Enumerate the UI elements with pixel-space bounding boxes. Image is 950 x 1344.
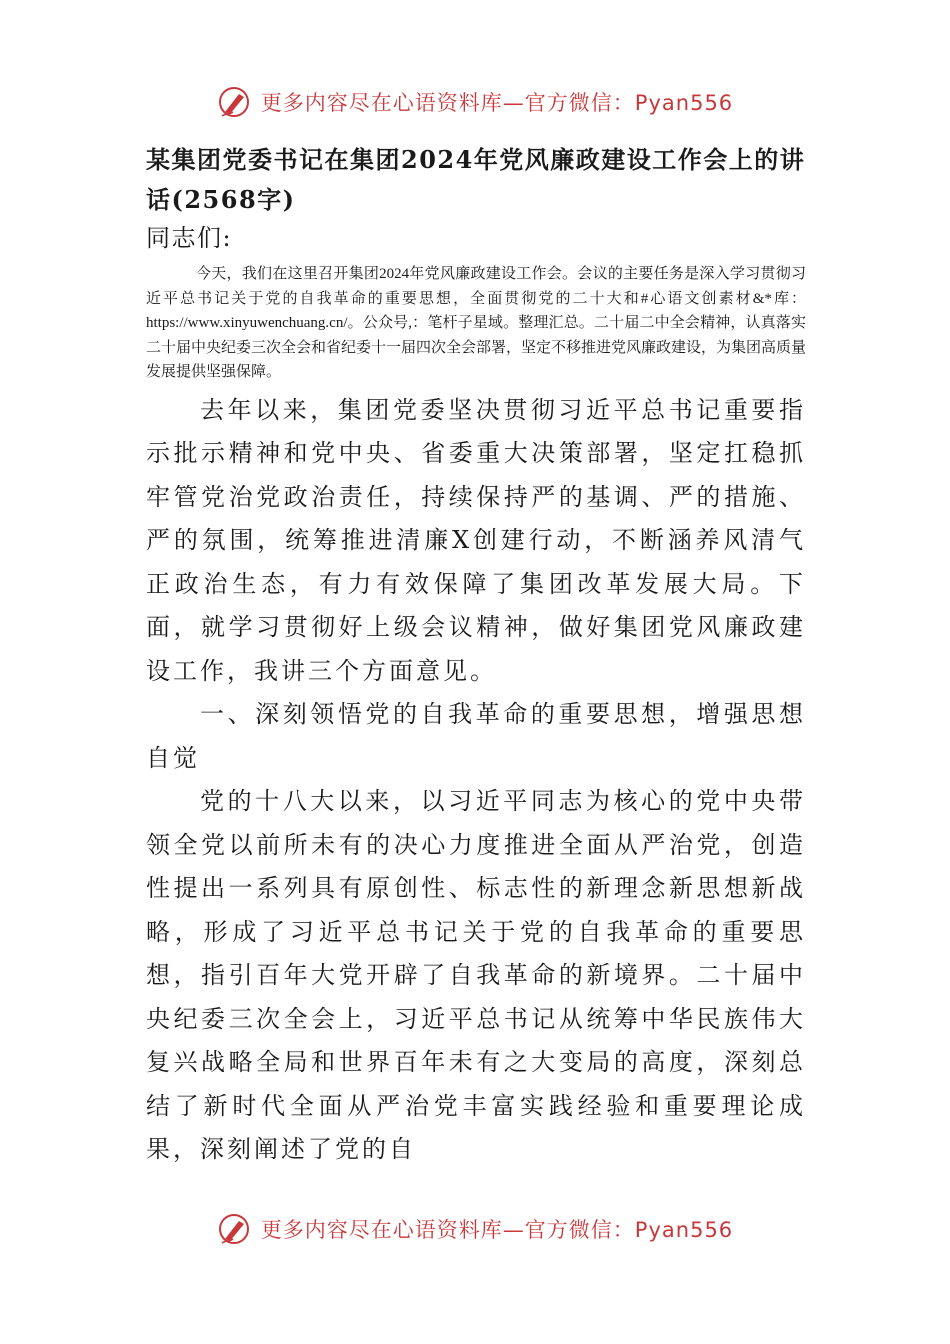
header-watermark-banner	[0, 80, 950, 124]
document-body	[146, 140, 806, 1172]
header-watermark-text: 更多内容尽在心语资料库—官方微信：Pyan556	[260, 91, 734, 115]
intro-paragraph: 今天，我们在这里召开集团2024年党风廉政建设工作会。会议的主要任务是深入学习贯彻习近平总书记关于党的自我革命的重要思想，全面贯彻党的二十大和#心语文创素材&*库：https://www.xinyuwenchuang.cn/。公众号,：笔杆子星域。整理汇总。二十届二中全会精神，认真落实二十届中央纪委三次全会和省纪委十一届四次全会部署，坚定不移推进党风廉政建设，为集团高质量发展提供坚强保障。	[146, 266, 807, 380]
document-title: 某集团党委书记在集团2024年党风廉政建设工作会上的讲话(2568字)	[146, 145, 806, 214]
footer-watermark-text: 更多内容尽在心语资料库—官方微信：Pyan556	[260, 1218, 734, 1242]
section-heading-1: 一、深刻领悟党的自我革命的重要思想，增强思想自觉	[146, 700, 806, 772]
footer-watermark-banner	[0, 1207, 950, 1251]
salutation: 同志们:	[146, 224, 233, 252]
paragraph-1: 去年以来，集团党委坚决贯彻习近平总书记重要指示批示精神和党中央、省委重大决策部署，坚定扛稳抓牢管党治党政治责任，持续保持严的基调、严的措施、严的氛围，统筹推进清廉X创建行动，不断涵养风清气正政治生态，有力有效保障了集团改革发展大局。下面，就学习贯彻好上级会议精神，做好集团党风廉政建设工作，我讲三个方面意见。	[146, 395, 806, 685]
pen-nib-icon	[217, 1212, 251, 1246]
paragraph-2: 党的十八大以来，以习近平同志为核心的党中央带领全党以前所未有的决心力度推进全面从严治党，创造性提出一系列具有原创性、标志性的新理念新思想新战略，形成了习近平总书记关于党的自我革命的重要思想，指引百年大党开辟了自我革命的新境界。二十届中央纪委三次全会上，习近平总书记从统筹中华民族伟大复兴战略全局和世界百年未有之大变局的高度，深刻总结了新时代全面从严治党丰富实践经验和重要理论成果，深刻阐述了党的自	[146, 787, 806, 1163]
pen-nib-icon	[217, 85, 251, 119]
